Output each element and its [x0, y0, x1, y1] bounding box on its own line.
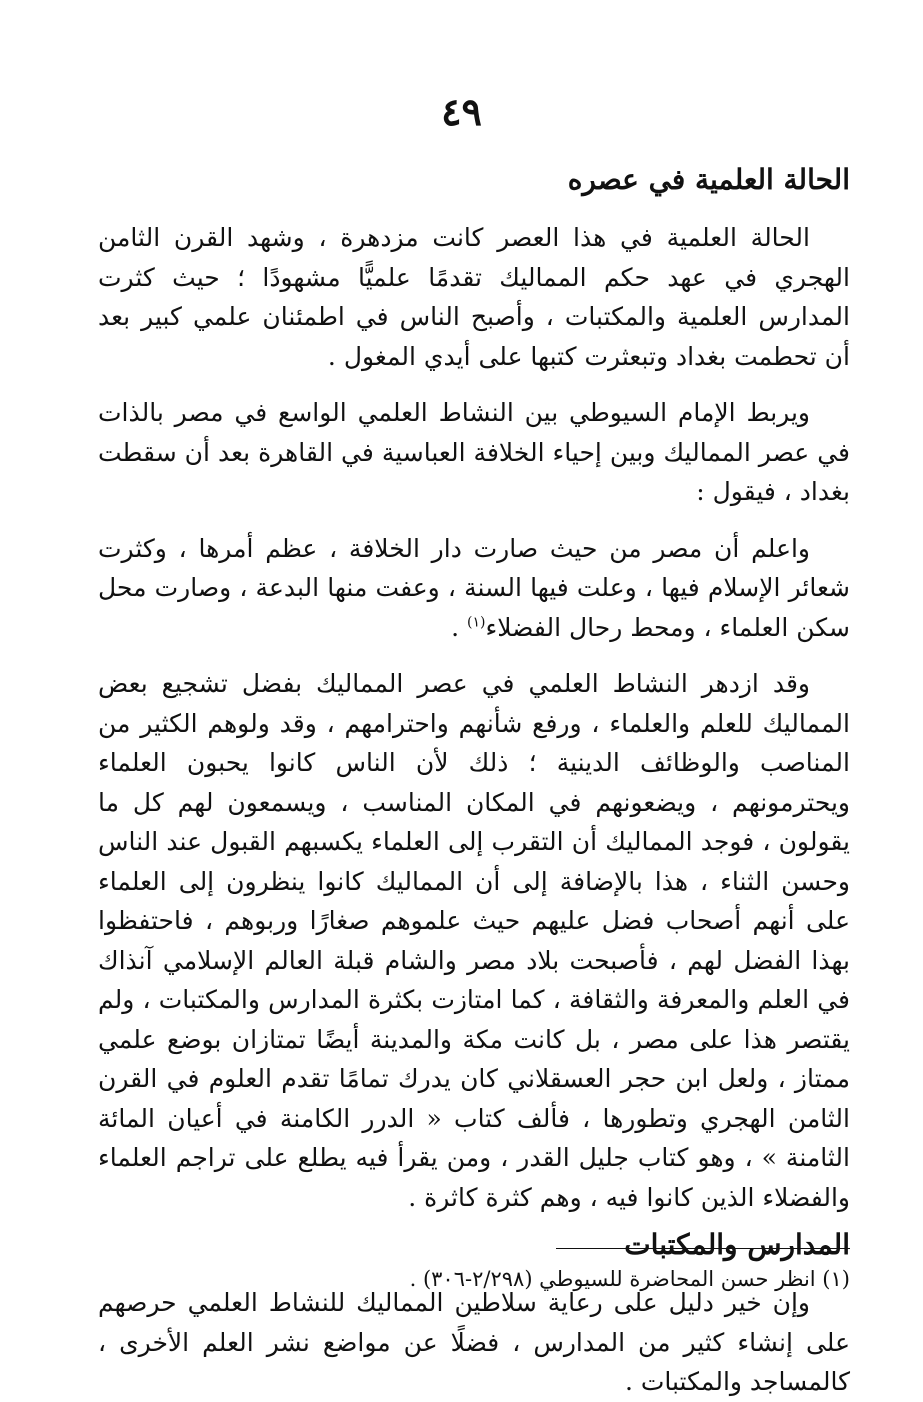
quote-text: واعلم أن مصر من حيث صارت دار الخلافة ، عظم أمرها ، وكثرت شعائر الإسلام فيها ، وعلت فيها السنة ، وعفت منها البدعة ، وصارت محل سكن العلماء ، ومحط رحال الفضلاء	[98, 533, 850, 642]
paragraph: وقد ازدهر النشاط العلمي في عصر المماليك بفضل تشجيع بعض المماليك للعلم والعلماء ، ورفع شأنهم واحترامهم ، وقد ولوهم الكثير من المناصب والوظائف الدينية ؛ ذلك لأن الناس كانوا يحبون العلماء ويحترمونهم ، ويضعونهم في المكان المناسب ، ويسمعون لهم كل ما يقولون ، فوجد المماليك أن التقرب إلى العلماء يكسبهم القبول عند الناس وحسن الثناء ، هذا بالإضافة إلى أن المماليك كانوا ينظرون إلى العلماء على أنهم أصحاب فضل عليهم حيث علموهم صغارًا وربوهم ، فاحتفظوا بهذا الفضل لهم ، فأصبحت بلاد مصر والشام قبلة العالم الإسلامي آنذاك في العلم والمعرفة والثقافة ، كما امتازت بكثرة المدارس والمكتبات ، ولم يقتصر هذا على مصر ، بل كانت مكة والمدينة أيضًا تمتازان بوضع علمي ممتاز ، ولعل ابن حجر العسقلاني كان يدرك تمامًا تقدم العلوم في القرن الثامن الهجري وتطورها ، فألف كتاب « الدرر الكامنة في أعيان المائة الثامنة » ، وهو كتاب جليل القدر ، ومن يقرأ فيه يطلع على تراجم العلماء والفضلاء الذين كانوا فيه ، وهم كثرة كاثرة .	[98, 669, 850, 1212]
page-body	[98, 158, 850, 1402]
paragraph: الحالة العلمية في هذا العصر كانت مزدهرة ، وشهد القرن الثامن الهجري في عهد حكم المماليك تقدمًا علميًّا مشهودًا ؛ حيث كثرت المدارس العلمية والمكتبات ، وأصبح الناس في اطمئنان علمي كبير بعد أن تحطمت بغداد وتبعثرت كتبها على أيدي المغول .	[98, 223, 850, 371]
footnote-reference: (١)	[467, 614, 486, 631]
section-heading-scientific-state: الحالة العلمية في عصره	[567, 163, 850, 196]
paragraph: ويربط الإمام السيوطي بين النشاط العلمي الواسع في مصر بالذات في عصر المماليك وبين إحياء الخلافة العباسية في القاهرة بعد أن سقطت بغداد ، فيقول :	[98, 398, 850, 506]
quote-paragraph	[98, 529, 850, 648]
page-number: ٤٩	[441, 89, 482, 134]
quote-end: .	[451, 612, 468, 642]
footnote: (١) انظر حسن المحاضرة للسيوطي (٢/٢٩٨-٣٠٦) .	[409, 1267, 850, 1291]
paragraph: وإن خير دليل على رعاية سلاطين المماليك للنشاط العلمي حرصهم على إنشاء كثير من المدارس ، فضلًا عن مواضع نشر العلم الأخرى ، كالمساجد والمكتبات .	[98, 1288, 850, 1396]
footnote-divider	[556, 1248, 850, 1249]
section-heading-schools-libraries: المدارس والمكتبات	[624, 1228, 850, 1261]
